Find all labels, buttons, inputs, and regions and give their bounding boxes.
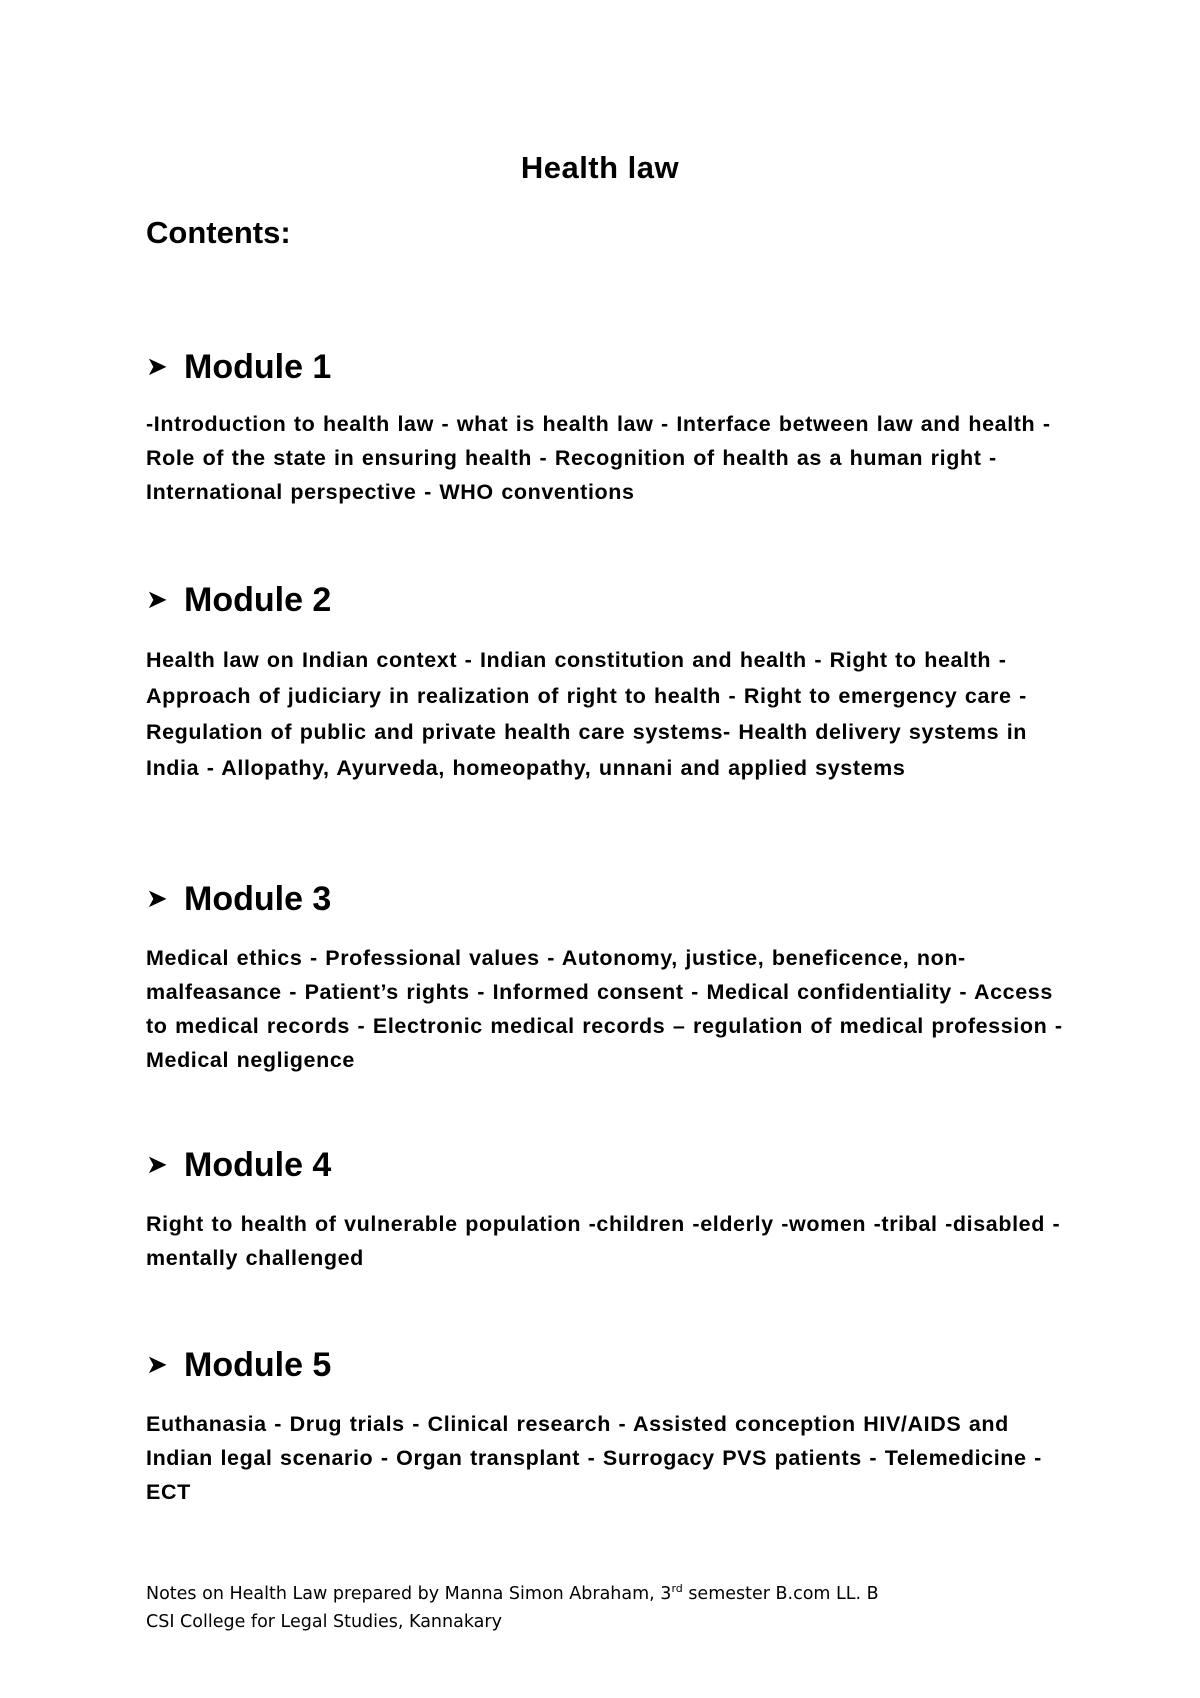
arrowhead-bullet-icon: ➤ [146, 583, 168, 614]
module-heading-4 [146, 1143, 1076, 1187]
module-section-1 [146, 345, 1076, 509]
module-description-1: -Introduction to health law - what is health law - Interface between law and health - Role of the state in ensuring health - Recognition of health as a human right - International perspective - WHO conventions [146, 412, 1051, 504]
footer-author-line [146, 1580, 879, 1608]
module-description-4: Right to health of vulnerable population -children -elderly -women -tribal -disabled -mentally challenged [146, 1212, 1061, 1270]
arrowhead-bullet-icon: ➤ [146, 1148, 168, 1179]
module-heading-label: Module 2 [184, 580, 332, 619]
module-section-2 [146, 578, 1076, 786]
module-heading-1 [146, 345, 1076, 389]
arrowhead-bullet-icon: ➤ [146, 350, 168, 381]
module-section-5 [146, 1343, 1076, 1509]
module-heading-label: Module 5 [184, 1345, 332, 1384]
module-section-4 [146, 1143, 1076, 1275]
module-heading-2 [146, 578, 1076, 622]
module-heading-3 [146, 877, 1076, 921]
footer-author-text: Notes on Health Law prepared by Manna Simon Abraham, 3 [146, 1584, 672, 1604]
module-description-3: Medical ethics - Professional values - Autonomy, justice, beneficence, non-malfeasance - Patient’s rights - Informed consent - Medical confidentiality - Access to medical records - Electronic medical records – regulation of medical profession - Medical negligence [146, 946, 1063, 1072]
arrowhead-bullet-icon: ➤ [146, 882, 168, 913]
module-section-3 [146, 877, 1076, 1077]
page-footer [146, 1580, 879, 1636]
module-description-2: Health law on Indian context - Indian constitution and health - Right to health - Approach of judiciary in realization of right to health - Right to emergency care - Regulation of public and private health care systems- Health delivery systems in India - Allopathy, Ayurveda, homeopathy, unnani and applied systems [146, 648, 1028, 780]
footer-ordinal-suffix: rd [671, 1582, 683, 1596]
contents-heading: Contents: [146, 215, 291, 250]
module-description-5: Euthanasia - Drug trials - Clinical research - Assisted conception HIV/AIDS and Indian legal scenario - Organ transplant - Surrogacy PVS patients - Telemedicine - ECT [146, 1412, 1042, 1504]
module-heading-label: Module 4 [184, 1145, 332, 1184]
arrowhead-bullet-icon: ➤ [146, 1348, 168, 1379]
module-heading-5 [146, 1343, 1076, 1387]
footer-college-line: CSI College for Legal Studies, Kannakary [146, 1612, 502, 1632]
footer-course-text: semester B.com LL. B [682, 1584, 879, 1604]
document-title: Health law [520, 150, 680, 185]
module-heading-label: Module 1 [184, 347, 332, 386]
module-heading-label: Module 3 [184, 879, 332, 918]
